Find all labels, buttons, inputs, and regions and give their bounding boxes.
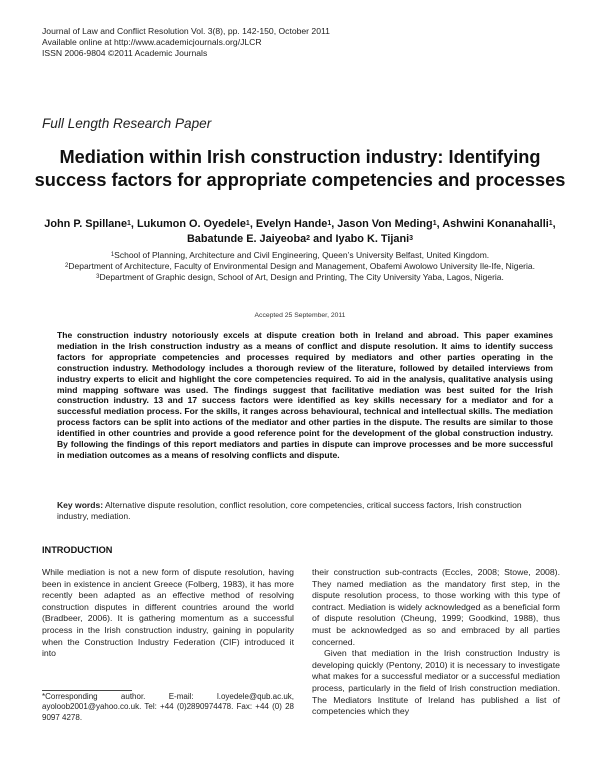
abstract: The construction industry notoriously excels at dispute creation both in Ireland and abroad. This paper examines mediation in the Irish construction industry as a means of conflict and dispute resolution. It aims to identify success factors for appropriate competencies and processes required by mediators and other parties operating in the construction industry. Methodology includes a thorough review of the literature, followed by detailed interviews from industry experts to elicit and highlight the core competencies required. To aid in the analysis, qualitative analysis using mind mapping software was used. The findings suggest that facilitative mediation was best suited for the Irish construction industry. 13 and 17 success factors were identified as key skills necessary for a mediator and for a successful mediation process. For the skills, it ranges across behavioural, technical and intellectual skills. The mediation process factors can be split into actions of the mediator and other parties in the dispute. The results are similar to those identified in other countries and provide a good reference point for the development of the global construction industry. By following the findings of this report mediators and parties in dispute can improve processes and be more successful in mediation outcomes as a means of resolving conflicts and dispute. bbox=[57, 330, 553, 460]
accepted-date: Accepted 25 September, 2011 bbox=[254, 312, 346, 319]
author: Evelyn Hande$^1$ bbox=[255, 218, 332, 230]
keywords bbox=[57, 500, 553, 522]
author: John P. Spillane$^1$ bbox=[44, 218, 131, 230]
author: Lukumon O. Oyedele$^1$ bbox=[136, 218, 250, 230]
paragraph: Given that mediation in the Irish construction Industry is developing quickly (Pentony, 2010) it is necessary to investigate what makes for a successful mediator or a successful mediation process, particularly in the field of Irish construction mediation. The Mediators Institute of Ireland has published a list of competencies which they bbox=[312, 648, 560, 717]
affiliations bbox=[30, 250, 570, 284]
footnote-divider bbox=[42, 690, 132, 691]
author: Jason Von Meding$^1$ bbox=[337, 218, 437, 230]
corresponding-author-footnote: *Corresponding author. E-mail: l.oyedele@qub.ac.uk, ayoloob2001@yahoo.co.uk. Tel: +44 (0)2890974478. Fax: +44 (0) 28 9097 4278. bbox=[42, 692, 294, 722]
paper-type: Full Length Research Paper bbox=[42, 116, 212, 131]
keywords-text: Alternative dispute resolution, conflict resolution, core competencies, critical success factors, Irish construction industry, mediation. bbox=[57, 500, 522, 521]
journal-issn: ISSN 2006-9804 ©2011 Academic Journals bbox=[42, 48, 208, 58]
affiliation: $^2$Department of Architecture, Faculty of Environmental Design and Management, Obafemi Awolowo University Ile-Ife, Nigeria. bbox=[65, 261, 535, 272]
affiliation: $^1$School of Planning, Architecture and Civil Engineering, Queen’s University Belfast, United Kingdom. bbox=[110, 250, 490, 260]
author: Babatunde E. Jaiyeoba$^2$ bbox=[186, 233, 311, 245]
author-list: John P. Spillane$^1$, Lukumon O. Oyedele$^1$, Evelyn Hande$^1$, Jason Von Meding$^1$, Ashwini Konanahalli$^1$, Babatunde E. Jaiyeoba$^2$ and Iyabo K. Tijani$^3$ bbox=[44, 218, 556, 245]
paper-title: Mediation within Irish construction industry: Identifying success factors for appropriate competencies and processes bbox=[34, 147, 566, 190]
author: Iyabo K. Tijani$^3$ bbox=[335, 233, 414, 245]
keywords-label: Key words: bbox=[57, 500, 104, 510]
affiliation: $^3$Department of Graphic design, School of Art, Design and Printing, The City University Yaba, Lagos, Nigeria. bbox=[96, 272, 504, 283]
author: Ashwini Konanahalli$^1$ bbox=[442, 218, 553, 230]
paragraph: their construction sub-contracts (Eccles, 2008; Stowe, 2008). They named mediation as the mandatory first step, in the dispute resolution process, to those working with this type of contract. Mediation is widely acknowledged as a beneficial form of dispute resolution (Cheung, 1999; Goodkind, 1988), thus must be acknowledged as so and embraced by all parties concerned. bbox=[312, 567, 560, 647]
body-column-left bbox=[42, 567, 294, 660]
journal-citation: Journal of Law and Conflict Resolution Vol. 3(8), pp. 142-150, October 2011 bbox=[42, 26, 330, 36]
journal-url: Available online at http://www.academicjournals.org/JLCR bbox=[42, 37, 262, 47]
paragraph: While mediation is not a new form of dispute resolution, having been in existence in ancient Greece (Folberg, 1983), it has more recently been adapted as an effective method of resolving construction disputes in different countries around the world (Bradbeer, 2006). It is gathering momentum as a successful process in the Irish construction industry, gaining in popularity when the Construction Industry Federation (CIF) introduced it into bbox=[42, 567, 294, 659]
journal-header bbox=[42, 26, 330, 59]
body-column-right bbox=[312, 567, 560, 718]
section-heading-introduction: INTRODUCTION bbox=[42, 545, 113, 555]
